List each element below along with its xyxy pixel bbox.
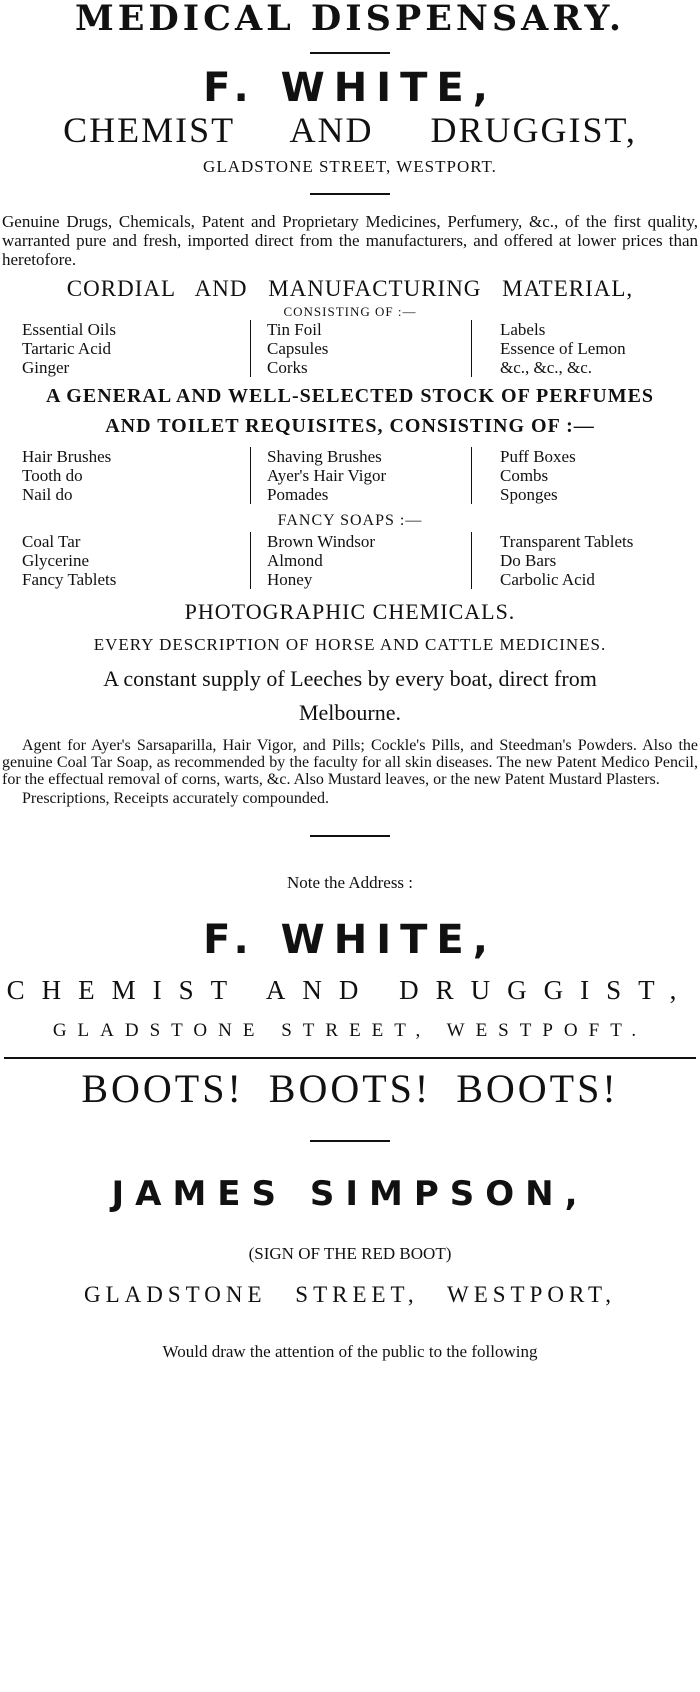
list-item: Glycerine: [22, 551, 90, 570]
list-column: [250, 532, 471, 589]
intro-paragraph: Genuine Drugs, Chemicals, Patent and Proprietary Medicines, Perfumery, &c., of the first quality, warranted pure and fresh, imported direct from the manufacturers, and offered at lower prices than heretofore.: [2, 212, 698, 269]
business-address: GLADSTONE STREET, WESTPORT.: [203, 157, 497, 176]
list-item: Combs: [500, 466, 549, 485]
list-item: Tartaric Acid: [22, 339, 111, 358]
list-item: Nail do: [22, 485, 73, 504]
advertisement-divider: [4, 1057, 696, 1059]
boots-heading: BOOTS! BOOTS! BOOTS!: [81, 1066, 619, 1111]
list-column: [471, 532, 700, 589]
dispensary-title: MEDICAL DISPENSARY.: [74, 0, 626, 39]
leeches-line-2: Melbourne.: [298, 700, 402, 725]
list-item: Do Bars: [500, 551, 557, 570]
list-item: Almond: [267, 551, 323, 570]
divider-rule: [310, 193, 390, 195]
stock-heading-line-2: AND TOILET REQUISITES, CONSISTING OF :—: [105, 415, 595, 437]
list-item: Hair Brushes: [22, 447, 112, 466]
list-item: Essence of Lemon: [500, 339, 626, 358]
horse-cattle-heading: EVERY DESCRIPTION OF HORSE AND CATTLE MEDICINES.: [93, 635, 607, 654]
sign-of-red-boot: (SIGN OF THE RED BOOT): [248, 1244, 452, 1263]
soap-list: [0, 532, 700, 589]
list-column: [471, 320, 700, 377]
list-item: Coal Tar: [22, 532, 81, 551]
agent-paragraph: Agent for Ayer's Sarsaparilla, Hair Vigor, and Pills; Cockle's Pills, and Steedman's Powders. Also the genuine Coal Tar Soap, as recommended by the faculty for all skin diseases. The new Patent Medico Pencil, for the effectual removal of corns, warts, &c. Also Mustard leaves, or the new Patent Mustard Plasters.: [2, 737, 698, 788]
list-item: Honey: [267, 570, 313, 589]
list-item: Tin Foil: [267, 320, 322, 339]
list-item: Essential Oils: [22, 320, 116, 339]
trade-title: CHEMIST AND DRUGGIST,: [63, 110, 637, 150]
list-item: Pomades: [267, 485, 329, 504]
boots-business-name: JAMES SIMPSON,: [111, 1174, 589, 1214]
prescriptions-line: Prescriptions, Receipts accurately compounded.: [22, 790, 330, 807]
list-item: Shaving Brushes: [267, 447, 382, 466]
list-item: Fancy Tablets: [22, 570, 117, 589]
business-name-repeat: F. WHITE,: [203, 917, 497, 963]
list-item: Ginger: [22, 358, 70, 377]
list-item: Transparent Tablets: [500, 532, 634, 551]
toilet-list: [0, 447, 700, 504]
list-item: &c., &c., &c.: [500, 358, 593, 377]
list-column: [22, 447, 250, 504]
list-item: Tooth do: [22, 466, 83, 485]
business-name: F. WHITE,: [203, 65, 497, 111]
list-item: Labels: [500, 320, 546, 339]
list-column: [471, 447, 700, 504]
list-item: Sponges: [500, 485, 558, 504]
business-address-repeat: GLADSTONE STREET, WESTPOFT.: [52, 1020, 648, 1041]
boots-intro-line: Would draw the attention of the public to the following: [162, 1342, 538, 1361]
note-address-label: Note the Address :: [286, 873, 414, 892]
list-item: Capsules: [267, 339, 329, 358]
list-column: [250, 320, 471, 377]
list-item: Ayer's Hair Vigor: [267, 466, 387, 485]
list-item: Corks: [267, 358, 308, 377]
list-item: Puff Boxes: [500, 447, 576, 466]
cordial-list: [0, 320, 700, 377]
list-column: [22, 320, 250, 377]
consisting-of-label: CONSISTING OF :—: [283, 304, 417, 319]
divider-rule: [310, 835, 390, 837]
photographic-heading: PHOTOGRAPHIC CHEMICALS.: [184, 599, 516, 624]
boots-advertisement: [0, 1065, 700, 1362]
boots-address: GLADSTONE STREET, WESTPORT,: [83, 1282, 617, 1307]
divider-rule: [310, 52, 390, 54]
cordial-heading: CORDIAL AND MANUFACTURING MATERIAL,: [66, 276, 634, 301]
fancy-soaps-heading: FANCY SOAPS :—: [277, 512, 423, 529]
list-column: [22, 532, 250, 589]
leeches-line: A constant supply of Leeches by every boat, direct from: [103, 666, 597, 691]
divider-rule: [310, 1140, 390, 1142]
list-item: Brown Windsor: [267, 532, 376, 551]
list-column: [250, 447, 471, 504]
trade-title-repeat: CHEMIST AND DRUGGIST,: [6, 975, 694, 1005]
stock-heading-line-1: A GENERAL AND WELL-SELECTED STOCK OF PERFUMES: [45, 385, 655, 407]
list-item: Carbolic Acid: [500, 570, 595, 589]
